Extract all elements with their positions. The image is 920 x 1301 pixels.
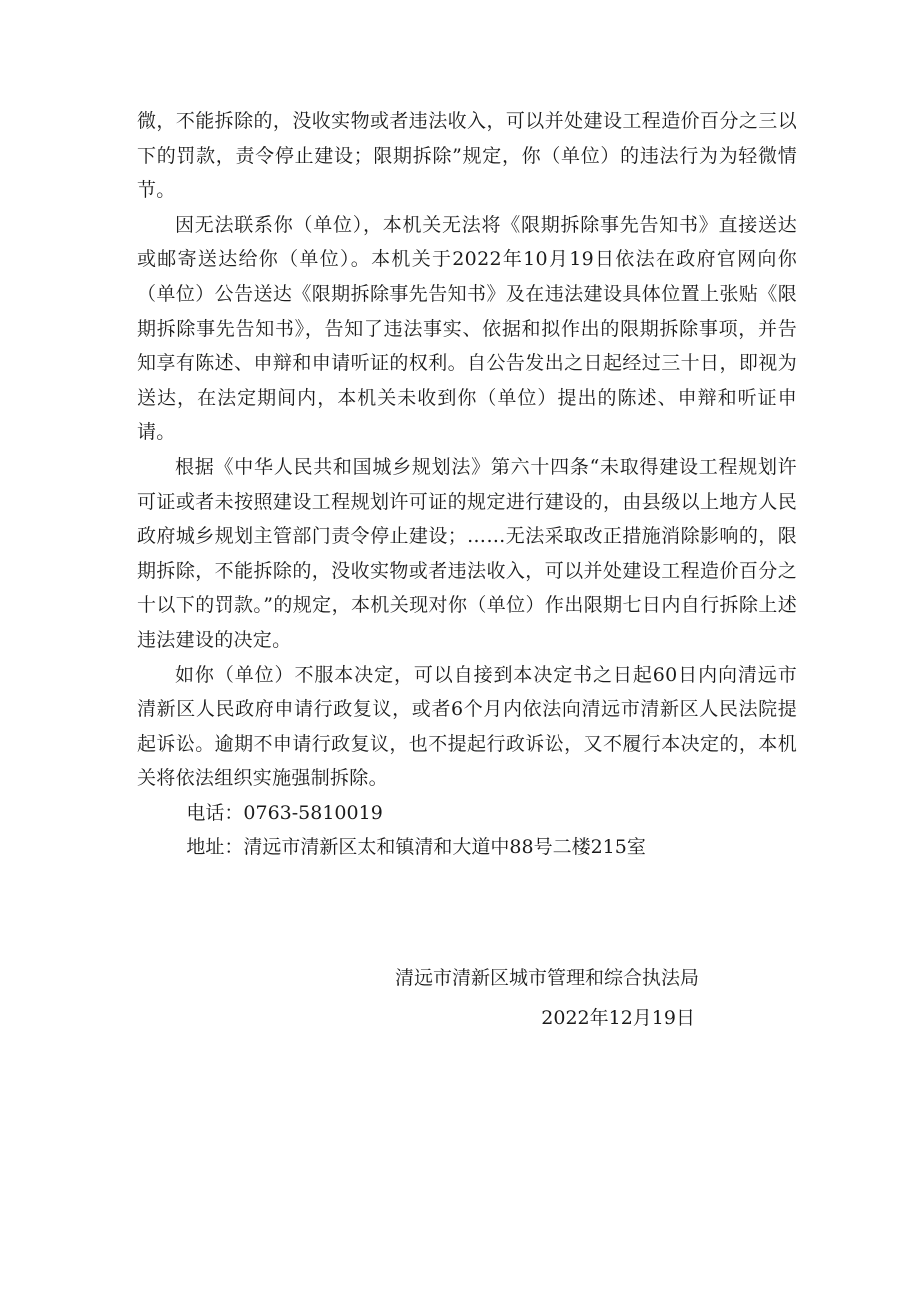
signature-organization: 清远市清新区城市管理和综合执法局 bbox=[394, 967, 699, 989]
paragraph-service-notice: 因无法联系你（单位），本机关无法将《限期拆除事先告知书》直接送达或邮寄送达给你（单位）。本机关于2022年10月19日依法在政府官网向你（单位）公告送达《限期拆除事先告知书》及在违法建设具体位置上张贴《限期拆除事先告知书》，告知了违法事实、依据和拟作出的限期拆除事项，并告知享有陈述、申辩和申请听证的权利。自公告发出之日起经过三十日，即视为送达，在法定期间内，本机关未收到你（单位）提出的陈述、申辩和听证申请。 bbox=[137, 213, 797, 444]
contact-address: 地址：清远市清新区太和镇清和大道中88号二楼215室 bbox=[186, 836, 646, 859]
contact-phone: 电话：0763-5810019 bbox=[186, 801, 383, 824]
paragraph-legal-basis: 根据《中华人民共和国城乡规划法》第六十四条“未取得建设工程规划许可证或者未按照建设工程规划许可证的规定进行建设的，由县级以上地方人民政府城乡规划主管部门责令停止建设；……无法采取改正措施消除影响的，限期拆除，不能拆除的，没收实物或者违法收入，可以并处建设工程造价百分之十以下的罚款。”的规定，本机关现对你（单位）作出限期七日内自行拆除上述违法建设的决定。 bbox=[137, 455, 797, 651]
paragraph-continuation: 微，不能拆除的，没收实物或者违法收入，可以并处建设工程造价百分之三以下的罚款，责令停止建设；限期拆除”规定，你（单位）的违法行为为轻微情节。 bbox=[137, 110, 797, 202]
document-body bbox=[137, 104, 797, 1029]
paragraph-appeal-rights: 如你（单位）不服本决定，可以自接到本决定书之日起60日内向清远市清新区人民政府申请行政复议，或者6个月内依法向清远市清新区人民法院提起诉讼。逾期不申请行政复议，也不提起行政诉讼，又不履行本决定的，本机关将依法组织实施强制拆除。 bbox=[137, 663, 797, 790]
signature-date: 2022年12月19日 bbox=[541, 1007, 695, 1029]
